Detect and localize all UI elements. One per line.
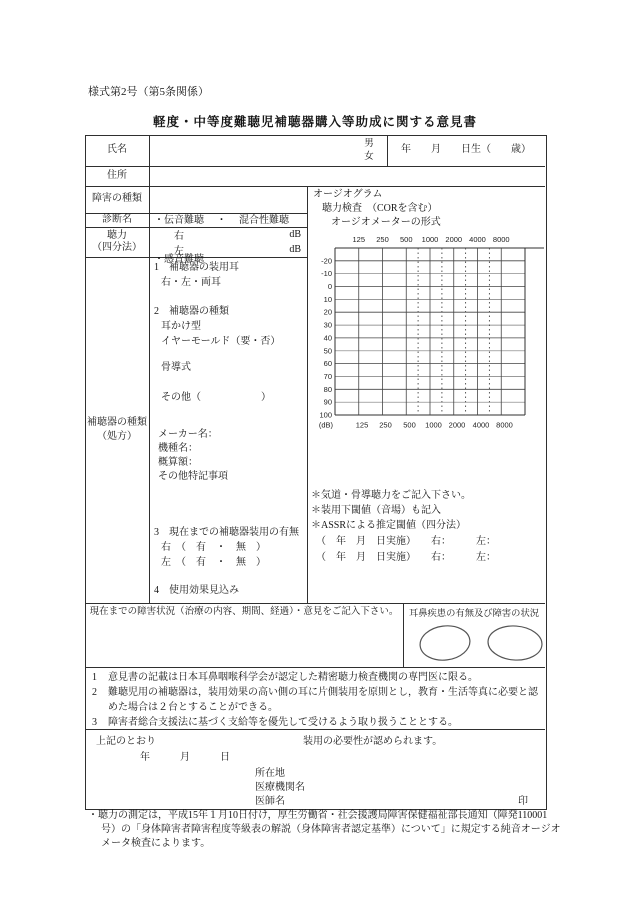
- audiogram-note3: ＊ASSRによる推定閾値（四分法）: [311, 520, 467, 531]
- freq-tick-bottom: 250: [379, 420, 392, 430]
- address-field: [149, 166, 545, 186]
- audiogram-chart: [316, 228, 551, 433]
- condition-number: 3: [92, 717, 97, 728]
- hearing-right-label: 右: [174, 231, 184, 242]
- name-field: [149, 135, 387, 166]
- freq-tick-bottom: 500: [403, 420, 416, 430]
- birthdate-label: 年 月 日生（ 歳）: [401, 144, 531, 156]
- disability-type-option2: ・感音難聴: [154, 254, 204, 265]
- diagnosis-label: 診断名: [102, 213, 132, 225]
- address-label: 住所: [107, 169, 127, 181]
- name-label: 氏名: [107, 144, 127, 156]
- ha-item1-value: 右・左・両耳: [161, 277, 221, 288]
- sex-male-label: 男: [364, 139, 374, 150]
- ha-model-label: 機種名：: [158, 443, 198, 454]
- db-tick: 20: [323, 307, 332, 317]
- assr-row1: （ 年 月 日実施） 右： 左：: [316, 536, 496, 547]
- freq-tick-top: 1000: [421, 235, 439, 244]
- ha-item2-title: 2 補聴器の種類: [154, 306, 229, 317]
- ha-item4-title: 4 使用効果見込み: [154, 585, 239, 596]
- page-title: 軽度・中等度難聴児補聴器購入等助成に関する意見書: [152, 115, 477, 129]
- conditions-list: [92, 670, 540, 730]
- diagnosis-field: [149, 213, 307, 227]
- freq-tick-bottom: 2000: [448, 420, 466, 430]
- condition-text: 障害者総合支援法に基づく支給等を優先して受けるよう取り扱うこととする。: [108, 717, 458, 728]
- db-tick: 70: [323, 372, 332, 381]
- location-label: 所在地: [255, 768, 285, 779]
- db-tick: 90: [323, 397, 332, 407]
- audiogram-subtitle2: オージオメーターの形式: [331, 217, 441, 228]
- db-tick: 100: [319, 410, 332, 420]
- assr-row2: （ 年 月 日実施） 右： 左：: [316, 552, 496, 563]
- doctor-label: 医師名: [255, 796, 285, 807]
- condition-item: [92, 670, 540, 685]
- footnote-line2: 号）の「身体障害者障害程度等級表の解説（身体障害者認定基準）について」に規定する純音オージオ: [101, 824, 561, 835]
- freq-tick-top: 125: [352, 235, 366, 244]
- column-divider: [307, 186, 308, 603]
- freq-tick-bottom: 125: [355, 420, 369, 430]
- audiogram-note2: ＊装用下閾値（音場）も記入: [311, 505, 441, 516]
- ha-item2-type3: 骨導式: [161, 362, 191, 373]
- ha-item3-right: 右 （ 有 ・ 無 ）: [161, 542, 266, 553]
- audiogram-title: オージオグラム: [313, 189, 383, 200]
- db-tick: 10: [323, 294, 332, 304]
- row-divider: [85, 186, 545, 187]
- hearing-label: 聴力: [107, 229, 127, 241]
- freq-tick-bottom: 1000: [425, 420, 442, 430]
- hearing-aid-label2: （処方）: [97, 431, 137, 442]
- row-divider: [85, 667, 545, 668]
- disability-type-label: 障害の種類: [92, 193, 142, 205]
- ha-item3-title: 3 現在までの補聴器装用の有無: [154, 527, 299, 538]
- hearing-right-unit: dB: [289, 229, 301, 240]
- audiogram-subtitle1: 聴力検査 （CORを含む）: [322, 203, 438, 214]
- institution-label: 医療機関名: [255, 782, 305, 793]
- hearing-aid-label: 補聴器の種類: [87, 417, 147, 428]
- db-tick: 30: [323, 320, 332, 330]
- row-divider: [85, 603, 545, 604]
- condition-number: 1: [92, 672, 97, 683]
- ha-maker-label: メーカー名：: [158, 429, 218, 440]
- ha-item2-type4: その他（ ）: [161, 392, 271, 403]
- freq-tick-top: 500: [399, 235, 413, 244]
- ha-item3-left: 左 （ 有 ・ 無 ）: [161, 557, 266, 568]
- ha-item2-type2: イヤーモールド（要・否）: [161, 336, 281, 347]
- form-number: 様式第2号（第5条関係）: [88, 86, 209, 98]
- ha-item1-title: 1 補聴器の装用耳: [154, 262, 239, 273]
- condition-item: [92, 715, 540, 730]
- sex-female-label: 女: [364, 151, 374, 162]
- db-tick: 0: [327, 282, 332, 291]
- condition-item: [92, 685, 540, 715]
- db-tick: 50: [323, 346, 332, 356]
- certification-necessity: 装用の必要性が認められます。: [303, 736, 443, 747]
- db-axis-unit: (dB): [318, 420, 333, 430]
- freq-tick-bottom: 4000: [472, 420, 490, 430]
- db-tick: 40: [323, 333, 332, 343]
- certification-date: 年 月 日: [140, 752, 230, 763]
- freq-tick-top: 8000: [492, 235, 510, 244]
- column-divider: [149, 135, 150, 603]
- hearing-left-unit: dB: [289, 244, 301, 255]
- condition-text: 意見書の記載は日本耳鼻咽喉科学会が認定した精密聴力検査機関の専門医に限る。: [108, 672, 478, 683]
- freq-tick-top: 2000: [445, 235, 463, 244]
- status-right-header: 耳鼻疾患の有無及び障害の状況: [408, 609, 540, 620]
- footnote-line3: メータ検査によります。: [101, 838, 211, 849]
- freq-tick-top: 250: [376, 235, 389, 244]
- freq-tick-bottom: 8000: [496, 420, 513, 430]
- condition-number: 2: [92, 687, 97, 698]
- seal-label: 印: [518, 796, 528, 807]
- condition-text: 難聴児用の補聴器は，装用効果の高い側の耳に片側装用を原則とし，教育・生活等真に必要と認めた場合は２台とすることができる。: [108, 687, 538, 713]
- db-tick: -10: [321, 269, 332, 279]
- freq-tick-top: 4000: [469, 235, 486, 244]
- hearing-left-label: 左: [174, 246, 184, 257]
- eardrum-sketch-circles: [403, 621, 546, 665]
- db-tick: 60: [323, 359, 332, 369]
- certification-intro: 上記のとおり: [96, 736, 156, 747]
- ha-other-label: その他特記事項: [158, 471, 228, 482]
- ha-item2-type1: 耳かけ型: [161, 321, 201, 332]
- hearing-method-label: （四分法）: [92, 242, 142, 253]
- status-left-header: 現在までの障害状況（治療の内容、期間、経過）・意見をご記入下さい。: [89, 607, 399, 617]
- db-tick: 80: [323, 384, 332, 394]
- db-tick: -20: [321, 256, 332, 266]
- ha-price-label: 概算額：: [158, 457, 198, 468]
- disability-type-option1: ・伝音難聴 ・ 混合性難聴: [154, 215, 289, 226]
- audiogram-note1: ＊気道・骨導聴力をご記入下さい。: [311, 490, 471, 501]
- footnote-line1: ・聴力の測定は，平成15年１月10日付け，厚生労働省・社会援護局障害保健福祉部長通知（障発110001: [88, 810, 548, 821]
